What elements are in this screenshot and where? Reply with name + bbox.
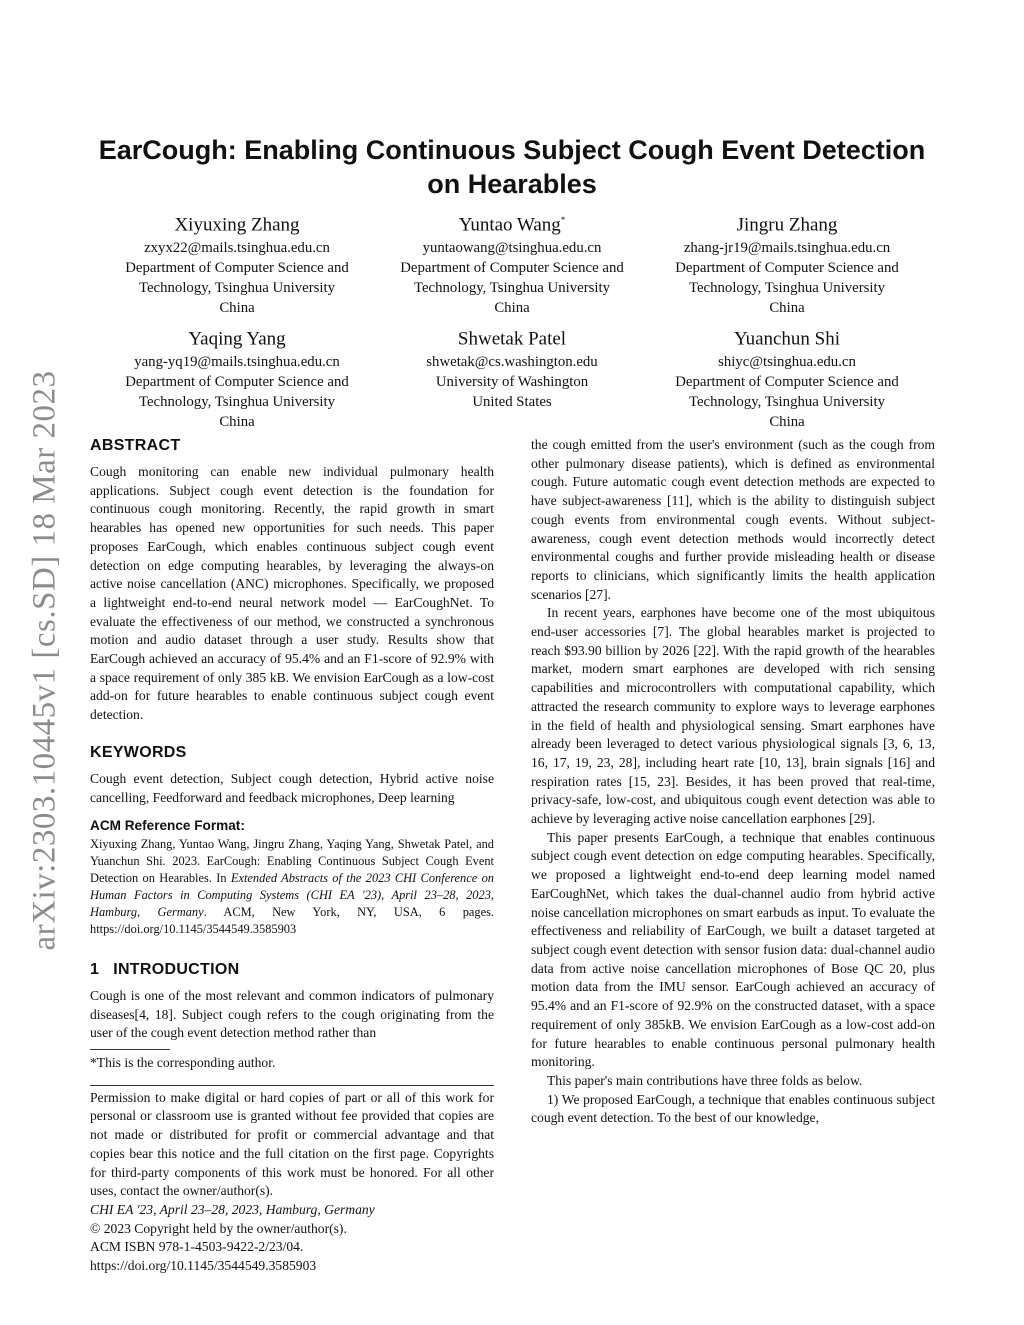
author-email: shiyc@tsinghua.edu.cn	[718, 354, 856, 371]
footnote: *This is the corresponding author.	[90, 1055, 276, 1071]
permission-divider	[90, 1085, 494, 1086]
copyright-line: © 2023 Copyright held by the owner/author(s).	[90, 1220, 347, 1236]
corresponding-author-mark: *	[560, 215, 566, 225]
author-affiliation: Department of Computer Science and Technology, Tsinghua University	[675, 374, 899, 411]
acm-reference-heading: ACM Reference Format:	[90, 818, 245, 834]
author-block	[649, 321, 925, 432]
author-block	[99, 321, 375, 432]
author-affiliation: Department of Computer Science and Technology, Tsinghua University	[675, 260, 899, 297]
author-country: China	[219, 300, 255, 317]
author-block	[649, 207, 925, 318]
author-name: Shwetak Patel	[457, 328, 567, 350]
author-affiliation: Department of Computer Science and Technology, Tsinghua University	[400, 260, 624, 297]
author-country: United States	[472, 394, 552, 411]
acm-reference	[90, 817, 494, 938]
introduction-paragraph: In recent years, earphones have become one of the most ubiquitous end-user accessories [7]. The global hearables market is projected to reach $93.90 billion by 2026 [22]. With the rapid growth of the hearables market, modern smart earphones are developed with rich sensing capabilities and microcontrollers with computational capability, which attracted the research community to explore ways to leverage earphones in the field of health and physiological sensing. Smart earphones have already been leveraged to detect various physiological signals [3, 6, 13, 16, 17, 19, 23, 28], including heart rate [10, 13], brain signals [16] and respiration rates [15, 23]. Besides, it has been proved that real-time, privacy-safe, low-cost, and ubiquitous cough event detection was able to achieve by leveraging active noise cancellation earphones [29].	[531, 605, 935, 827]
author-name: Yuanchun Shi	[733, 328, 841, 350]
paper-title: EarCough: Enabling Continuous Subject Cough Event Detection on Hearables	[98, 135, 926, 199]
keywords-text: Cough event detection, Subject cough detection, Hybrid active noise cancelling, Feedforward and feedback microphones, Deep learning	[90, 770, 494, 805]
author-affiliation: Department of Computer Science and Technology, Tsinghua University	[125, 260, 349, 297]
author-email: yuntaowang@tsinghua.edu.cn	[422, 240, 602, 257]
author-block	[374, 207, 650, 318]
author-country: China	[769, 300, 805, 317]
author-affiliation: University of Washington	[435, 374, 589, 391]
author-name: Xiyuxing Zhang	[174, 214, 300, 236]
author-email: zhang-jr19@mails.tsinghua.edu.cn	[683, 240, 891, 257]
introduction-paragraph: 1) We proposed EarCough, a technique that enables continuous subject cough event detection. To the best of our knowledge,	[531, 1091, 935, 1126]
abstract-text: Cough monitoring can enable new individual pulmonary health applications. Subject cough event detection is the foundation for continuous cough monitoring. Recently, the rapid growth in smart hearables has opened new opportunities for such needs. This paper proposes EarCough, which enables continuous subject cough event detection on edge computing hearables, by leveraging the always-on active noise cancellation (ANC) microphones. Specifically, we proposed a lightweight end-to-end neural network model — EarCoughNet. To evaluate the effectiveness of our method, we constructed a synchronous motion and audio dataset through a user study. Results show that EarCough achieved an accuracy of 95.4% and an F1-score of 92.9% with a space requirement of only 385 kB. We envision EarCough as a low-cost add-on for future hearables to enable continuous subject cough event detection.	[90, 464, 494, 723]
introduction-heading: 1 INTRODUCTION	[90, 960, 240, 978]
introduction-paragraph: the cough emitted from the user's environment (such as the cough from other pulmonary disease patients), which is defined as environmental cough. Future automatic cough event detection methods are expected to have subject-awareness [11], which is the ability to distinguish subject cough events from environmental cough events. Without subject-awareness, cough event detection methods would incorrectly detect environmental coughs and further provide misleading health or disease reports to clinicians, which significantly limits the health application scenarios [27].	[531, 437, 935, 602]
keywords-heading: KEYWORDS	[90, 743, 187, 761]
permission-notice: Permission to make digital or hard copies of part or all of this work for personal or classroom use is granted without fee provided that copies are not made or distributed for profit or commercial advantage and that copies bear this notice and the full citation on the first page. Copyrights for third-party components of this work must be honored. For all other uses, contact the owner/author(s).	[90, 1089, 494, 1199]
author-email: yang-yq19@mails.tsinghua.edu.cn	[134, 354, 340, 371]
author-name: Yuntao Wang*	[458, 214, 566, 236]
introduction-paragraph: This paper presents EarCough, a technique that enables continuous subject cough event detection on edge computing hearables. Specifically, we proposed a lightweight end-to-end deep learning model named EarCoughNet, which takes the dual-channel audio from hybrid active noise cancellation microphones on smart earbuds as input. To evaluate the effectiveness and reliability of EarCough, we built a dataset targeted at subject cough event detection with sensor fusion data: dual-channel audio data from active noise cancellation microphones of Bose QC 20, plus motion data from the IMU sensor. EarCough achieved an accuracy of 95.4% and an F1-score of 92.9% on the constructed dataset, with a space requirement of only 385kB. We envision EarCough as a low-cost add-on for future hearables to enable continuous personal pulmonary health monitoring.	[531, 829, 935, 1070]
author-name: Jingru Zhang	[736, 214, 838, 236]
author-email: shwetak@cs.washington.edu	[426, 354, 598, 371]
author-affiliation: Department of Computer Science and Technology, Tsinghua University	[125, 374, 349, 411]
acm-reference-text: Xiyuxing Zhang, Yuntao Wang, Jingru Zhang, Yaqing Yang, Shwetak Patel, and Yuanchun Shi. 2023. EarCough: Enabling Continuous Subject Cough Event Detection on Hearables. In Extended Abstracts of the 2023 CHI Conference on Human Factors in Computing Systems (CHI EA '23), April 23–28, 2023, Hamburg, Germany. ACM, New York, NY, USA, 6 pages. https://doi.org/10.1145/3544549.3585903	[90, 836, 495, 936]
author-country: China	[769, 414, 805, 431]
author-email: zxyx22@mails.tsinghua.edu.cn	[144, 240, 330, 257]
acm-reference-venue: Extended Abstracts of the 2023 CHI Conference on Human Factors in Computing Systems (CHI EA '23), April 23–28, 2023, Hamburg, Germany	[90, 870, 494, 919]
author-block	[374, 321, 650, 412]
conference-venue: CHI EA '23, April 23–28, 2023, Hamburg, Germany	[90, 1201, 375, 1217]
author-country: China	[219, 414, 255, 431]
right-column	[531, 436, 935, 1128]
abstract-heading: ABSTRACT	[90, 437, 181, 454]
footnote-divider	[90, 1049, 170, 1050]
author-country: China	[494, 300, 530, 317]
left-column	[90, 436, 494, 1276]
arxiv-identifier: arXiv:2303.10445v1 [cs.SD] 18 Mar 2023	[26, 370, 63, 950]
introduction-paragraph: This paper's main contributions have three folds as below.	[547, 1072, 863, 1088]
author-name: Yaqing Yang	[188, 328, 286, 350]
arxiv-side-stamp	[22, 350, 68, 970]
isbn-line: ACM ISBN 978-1-4503-9422-2/23/04.	[90, 1239, 304, 1255]
doi-line: https://doi.org/10.1145/3544549.3585903	[90, 1258, 317, 1274]
introduction-paragraph: Cough is one of the most relevant and common indicators of pulmonary diseases[4, 18]. Subject cough refers to the cough originating from the user of the cough event detection method rather than	[90, 987, 494, 1041]
author-block	[99, 207, 375, 318]
